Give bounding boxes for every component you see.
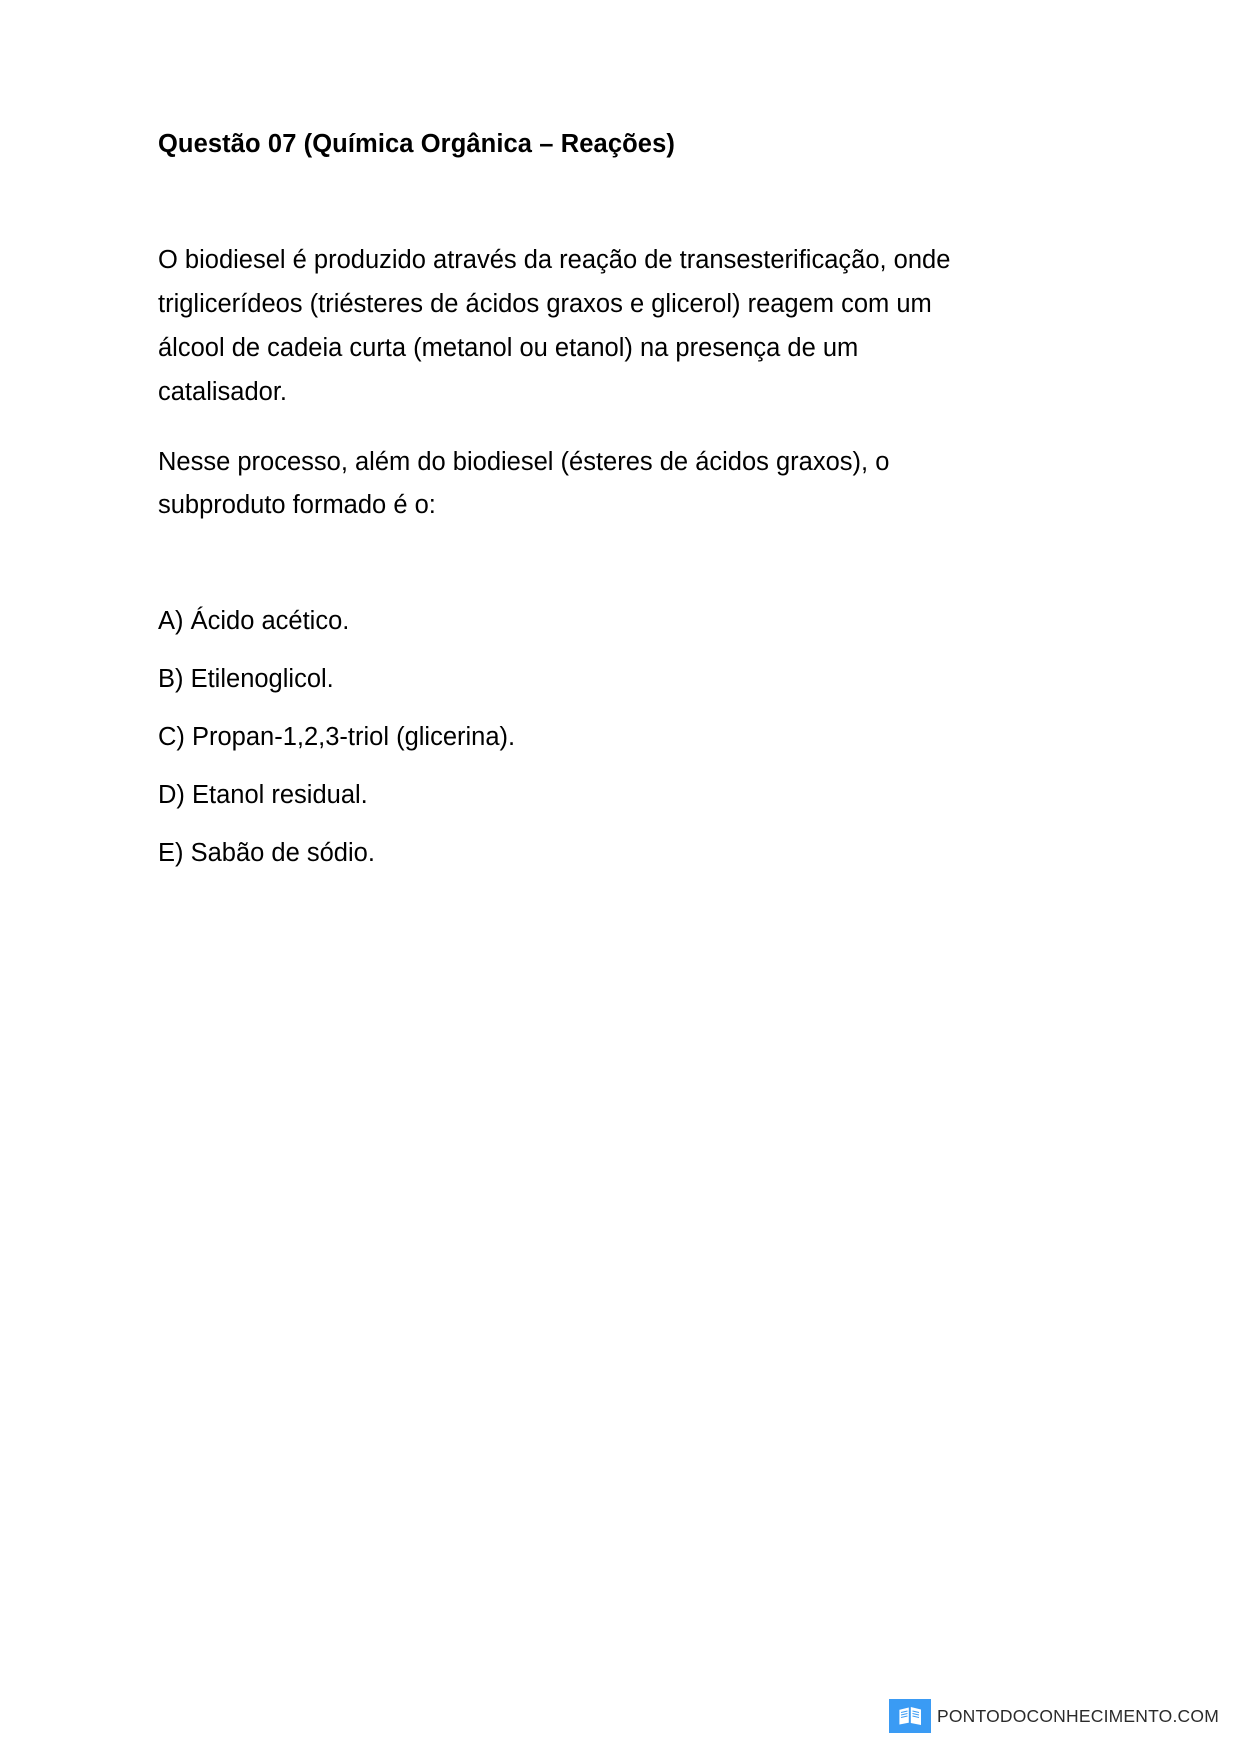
spacer: [158, 161, 1098, 239]
watermark: [889, 1699, 1219, 1733]
question-statement-paragraph-1: O biodiesel é produzido através da reação de transesterificação, onde triglicerídeos (triésteres de ácidos graxos e glicerol) reagem com um álcool de cadeia curta (metanol ou etanol) na presença de um catalisador.: [158, 246, 951, 406]
watermark-text: PONTODOCONHECIMENTO.COM: [936, 1705, 1219, 1726]
spacer: [158, 528, 1098, 600]
answer-options-list: [158, 600, 1098, 875]
question-title: Questão 07 (Química Orgânica – Reações): [158, 130, 675, 158]
answer-option-e[interactable]: E) Sabão de sódio.: [158, 838, 375, 867]
book-icon: [889, 1699, 931, 1733]
answer-option-a[interactable]: A) Ácido acético.: [158, 607, 350, 636]
question-statement-paragraph-2: Nesse processo, além do biodiesel (ésteres de ácidos graxos), o subproduto formado é o:: [158, 447, 890, 520]
document-body: [158, 128, 1098, 890]
answer-option-b[interactable]: B) Etilenoglicol.: [158, 665, 334, 694]
answer-option-c[interactable]: C) Propan-1,2,3-triol (glicerina).: [158, 723, 516, 752]
answer-option-d[interactable]: D) Etanol residual.: [158, 780, 368, 809]
